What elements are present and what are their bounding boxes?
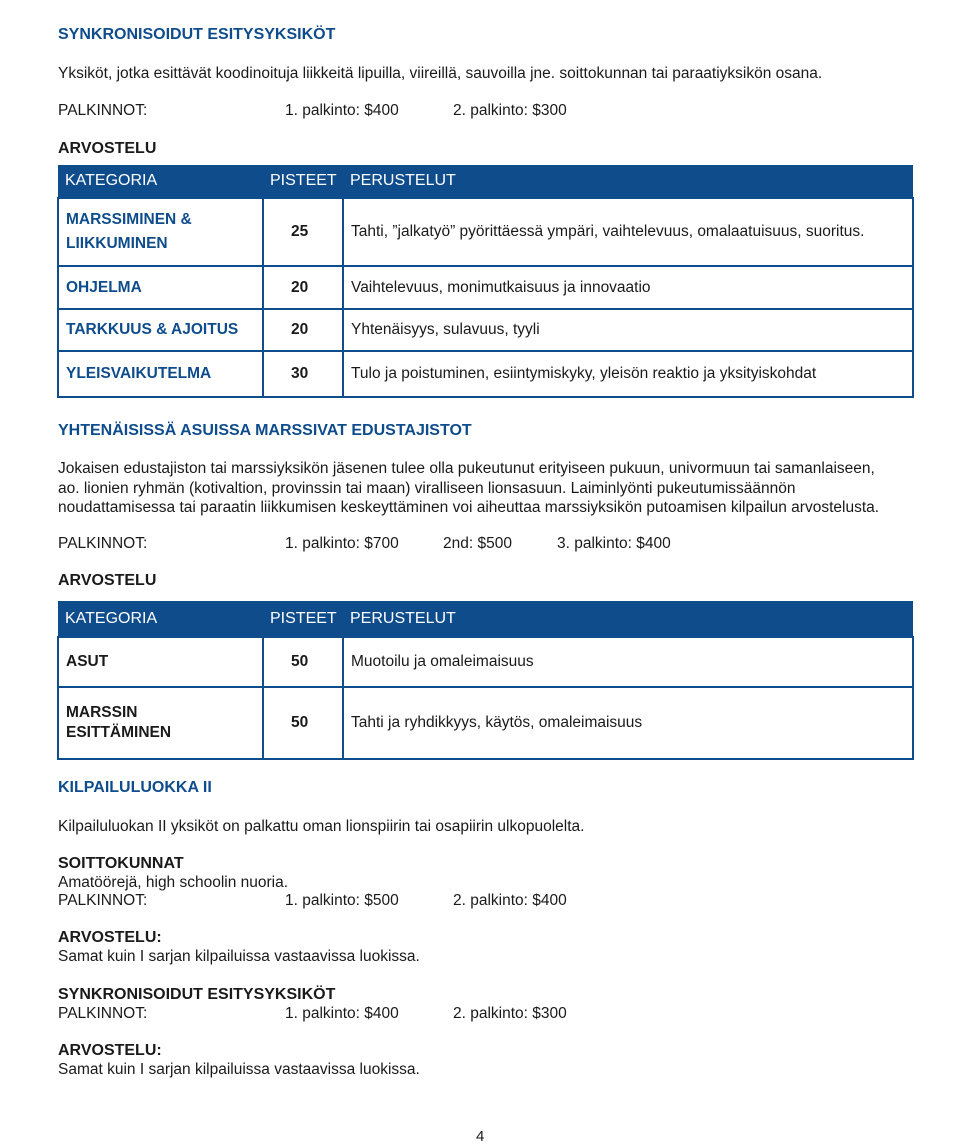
row-category-line2: ESITTÄMINEN (66, 724, 172, 741)
scoring-title: ARVOSTELU (58, 572, 157, 589)
row-points: 20 (263, 309, 343, 351)
row-category: TARKKUUS & AJOITUS (58, 309, 263, 351)
table-row (58, 198, 913, 266)
prizes-label: PALKINNOT: (58, 102, 148, 119)
table-row (58, 351, 913, 397)
row-category (58, 198, 263, 266)
header-reasons: PERUSTELUT (343, 601, 913, 637)
scoring-title: ARVOSTELU: (58, 929, 162, 946)
header-points: PISTEET (263, 165, 343, 198)
prize-first: 1. palkinto: $400 (285, 1005, 399, 1022)
table-row (58, 687, 913, 759)
header-reasons: PERUSTELUT (343, 165, 913, 198)
row-reason: Muotoilu ja omaleimaisuus (343, 637, 913, 687)
scoring-text: Samat kuin I sarjan kilpailuissa vastaavissa luokissa. (58, 1061, 420, 1078)
row-points: 20 (263, 266, 343, 309)
prize-second: 2. palkinto: $300 (453, 1005, 567, 1022)
row-reason: Tahti ja ryhdikkyys, käytös, omaleimaisuus (343, 687, 913, 759)
section-title-uniform-units: YHTENÄISISSÄ ASUISSA MARSSIVAT EDUSTAJISTOT (58, 422, 472, 439)
header-points: PISTEET (263, 601, 343, 637)
row-points: 30 (263, 351, 343, 397)
prize-third: 3. palkinto: $400 (557, 535, 671, 552)
scoring-table (57, 165, 914, 398)
prize-second: 2nd: $500 (443, 535, 512, 552)
scoring-table (57, 601, 914, 760)
prize-first: 1. palkinto: $700 (285, 535, 399, 552)
prizes-label: PALKINNOT: (58, 892, 148, 909)
section-title-class-ii: KILPAILULUOKKA II (58, 779, 212, 796)
scoring-title: ARVOSTELU: (58, 1042, 162, 1059)
row-category: OHJELMA (58, 266, 263, 309)
row-category-line1: MARSSIN (66, 704, 138, 721)
row-category: ASUT (58, 637, 263, 687)
table-row (58, 637, 913, 687)
section-description: Kilpailuluokan II yksiköt on palkattu oman lionspiirin tai osapiirin ulkopuolelta. (58, 818, 585, 835)
scoring-text: Samat kuin I sarjan kilpailuissa vastaavissa luokissa. (58, 948, 420, 965)
row-category-line2: LIIKKUMINEN (66, 235, 168, 252)
prize-second: 2. palkinto: $400 (453, 892, 567, 909)
row-reason: Vaihtelevuus, monimutkaisuus ja innovaatio (343, 266, 913, 309)
row-points: 25 (263, 198, 343, 266)
row-reason: Tahti, ”jalkatyö” pyörittäessä ympäri, vaihtelevuus, omalaatuisuus, suoritus. (343, 198, 913, 266)
table-row (58, 309, 913, 351)
page-number: 4 (476, 1128, 485, 1145)
prize-first: 1. palkinto: $400 (285, 102, 399, 119)
row-reason: Yhtenäisyys, sulavuus, tyyli (343, 309, 913, 351)
prize-second: 2. palkinto: $300 (453, 102, 567, 119)
row-category-line1: MARSSIMINEN & (66, 211, 192, 228)
header-category: KATEGORIA (58, 601, 263, 637)
row-points: 50 (263, 687, 343, 759)
scoring-title: ARVOSTELU (58, 140, 157, 157)
subsection-description: Amatöörejä, high schoolin nuoria. (58, 874, 289, 891)
table-header-row (58, 601, 913, 637)
subsection-title-sync-units: SYNKRONISOIDUT ESITYSYKSIKÖT (58, 986, 336, 1003)
row-category (58, 687, 263, 759)
header-category: KATEGORIA (58, 165, 263, 198)
prizes-label: PALKINNOT: (58, 1005, 148, 1022)
paragraph-line: noudattamisessa tai paraatin liikkumisen keskeyttäminen voi aiheuttaa marssiyksikön putoamisen kilpailun arvostelusta. (58, 499, 880, 516)
paragraph-line: ao. lionien ryhmän (kotivaltion, provinssin tai maan) viralliseen lionsasuun. Laiminlyönti pukeutumissäännön (58, 480, 796, 497)
prize-first: 1. palkinto: $500 (285, 892, 399, 909)
paragraph-line: Jokaisen edustajiston tai marssiyksikön jäsenen tulee olla pukeutunut erityiseen pukuun, univormuun tai samanlaiseen, (58, 460, 875, 477)
subsection-title-bands: SOITTOKUNNAT (58, 855, 184, 872)
table-header-row (58, 165, 913, 198)
table-row (58, 266, 913, 309)
row-category: YLEISVAIKUTELMA (58, 351, 263, 397)
row-points: 50 (263, 637, 343, 687)
row-reason: Tulo ja poistuminen, esiintymiskyky, yleisön reaktio ja yksityiskohdat (343, 351, 913, 397)
prizes-label: PALKINNOT: (58, 535, 148, 552)
section-description: Yksiköt, jotka esittävät koodinoituja liikkeitä lipuilla, viireillä, sauvoilla jne. soittokunnan tai paraatiyksikön osana. (58, 65, 823, 82)
section-title-sync-units: SYNKRONISOIDUT ESITYSYKSIKÖT (58, 26, 336, 43)
